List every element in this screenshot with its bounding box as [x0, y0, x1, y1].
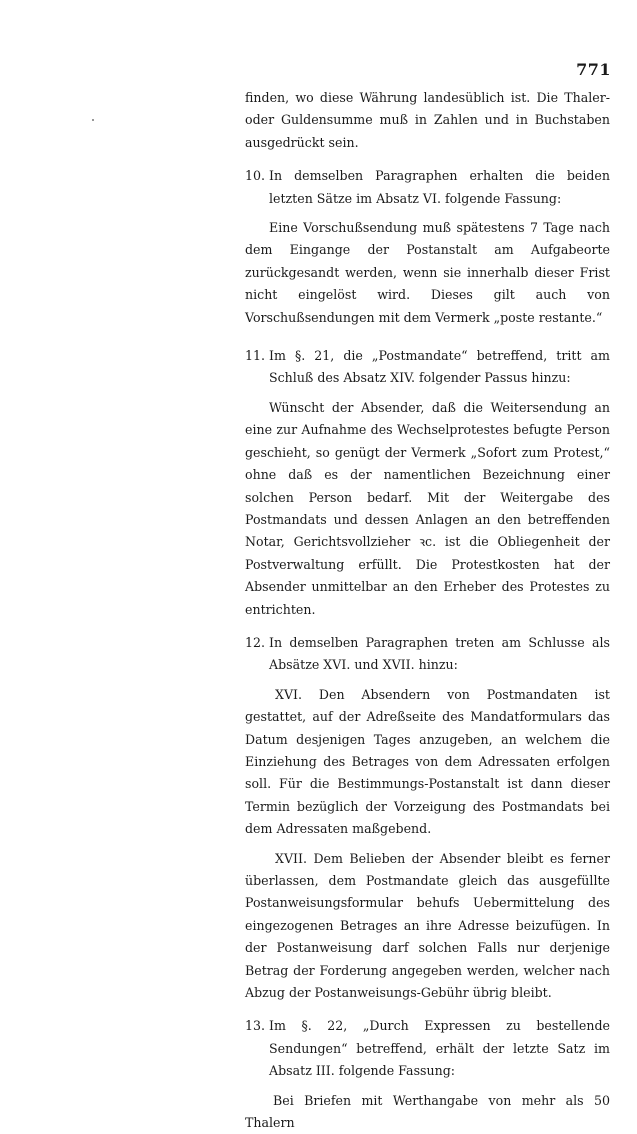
section-13-number: 13. — [245, 1018, 266, 1034]
section-12-text: In demselben Paragraphen treten am Schlusse als Absätze XVI. und XVII. hinzu: — [269, 634, 610, 673]
section-13 — [245, 1015, 610, 1082]
section-11-number: 11. — [245, 348, 266, 364]
section-10 — [245, 165, 610, 210]
page-body — [245, 87, 610, 1134]
page-number: 771 — [576, 60, 611, 79]
section-11-text: Im §. 21, die „Postmandate“ betreffend, tritt am Schluß des Absatz XIV. folgender Passus hinzu: — [269, 348, 610, 386]
section-13-quote: Bei Briefen mit Werthangabe von mehr als 50 Thalern — [245, 1092, 610, 1131]
paragraph-continuation: finden, wo diese Währung landesüblich ist. Die Thaler- oder Guldensumme muß in Zahlen und in Buchstaben ausgedrückt sein. — [245, 90, 610, 150]
section-11 — [245, 345, 610, 390]
section-12 — [245, 632, 610, 677]
section-12-paragraph-xvi: XVI. Den Absendern von Postmandaten ist gestattet, auf der Adreßseite des Mandatformulars das Datum desjenigen Tages anzugeben, an welchem die Einziehung des Betrages von dem Adressaten erfolgen soll. Für die Bestimmungs-Postanstalt ist dann dieser Termin bezüglich der Vorzeigung des Postmandats bei dem Adressaten maßgebend. — [245, 686, 610, 837]
section-12-paragraph-xvii: XVII. Dem Belieben der Absender bleibt es ferner überlassen, dem Postmandate gleich das ausgefüllte Postanweisungsformular behufs Uebermittelung des eingezogenen Betrages an ihre Adresse beizufügen. In der Postanweisung darf solchen Falls nur derjenige Betrag der Forderung angegeben werden, welcher nach Abzug der Postanweisungs-Gebühr übrig bleibt. — [245, 850, 610, 1001]
section-13-text: Im §. 22, „Durch Expressen zu bestellende Sendungen“ betreffend, erhält der letzte Satz im Absatz III. folgende Fassung: — [269, 1018, 610, 1079]
section-10-text: In demselben Paragraphen erhalten die beiden letzten Sätze im Absatz VI. folgende Fassung: — [269, 168, 610, 206]
section-12-number: 12. — [245, 634, 266, 650]
section-11-quote: Wünscht der Absender, daß die Weitersendung an eine zur Aufnahme des Wechselprotestes befugte Person geschieht, so genügt der Vermerk „Sofort zum Protest,“ ohne daß es der namentlichen Bezeichnung einer solchen Person bedarf. Mit der Weitergabe des Postmandats und dessen Anlagen an den betreffenden Notar, Gerichtsvollzieher ꝛc. ist die Obliegenheit der Postverwaltung erfüllt. Die Protestkosten hat der Absender unmittelbar an den Erheber des Protestes zu entrichten. — [245, 399, 610, 617]
section-10-quote: Eine Vorschußsendung muß spätestens 7 Tage nach dem Eingange der Postanstalt am Aufgabeorte zurückgesandt werden, wenn sie innerhalb dieser Frist nicht eingelöst wird. Dieses gilt auch von Vorschußsendungen mit dem Vermerk „poste restante.“ — [245, 220, 610, 325]
margin-mark — [92, 119, 94, 121]
section-10-number: 10. — [245, 168, 266, 184]
